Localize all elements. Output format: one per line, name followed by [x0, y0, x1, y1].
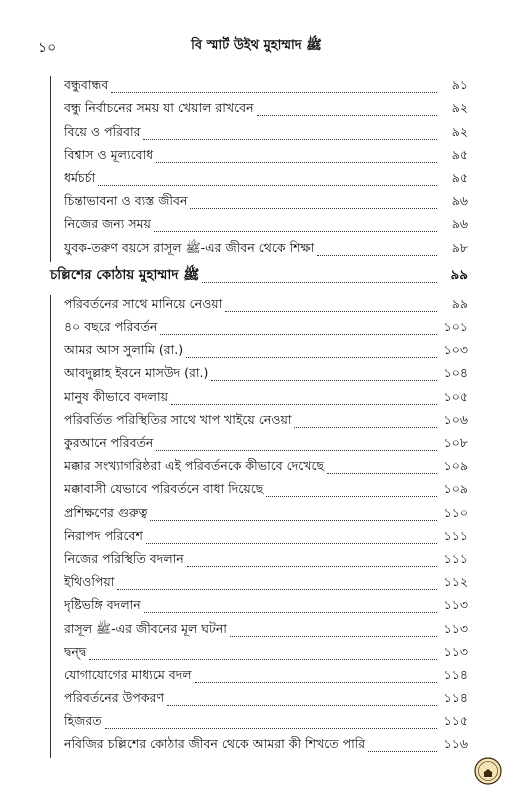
dot-leader	[156, 450, 437, 451]
page-number: ১০	[38, 40, 57, 56]
toc-entry-label: বিয়ে ও পরিবার	[64, 123, 141, 139]
toc-entry-label: পরিবর্তিত পরিস্থিতির সাথে খাপ খাইয়ে নেওয়া	[64, 411, 292, 427]
toc-row	[50, 316, 468, 339]
toc-row	[50, 478, 468, 501]
dot-leader	[146, 543, 437, 544]
toc-row	[50, 385, 468, 408]
toc-entry-label: মানুষ কীভাবে বদলায়	[64, 388, 168, 404]
toc-entry-label: মক্কাবাসী যেভাবে পরিবর্তনে বাধা দিয়েছে	[64, 481, 264, 497]
toc-page-number: ১১৩	[443, 597, 468, 613]
toc-entry-label: যুবক-তরুণ বয়সে রাসূল ﷺ-এর জীবন থেকে শিক্ষা	[64, 239, 315, 255]
toc-row	[50, 339, 468, 362]
dot-leader	[294, 427, 437, 428]
toc-entry-label: আবদুল্লাহ ইবনে মাসউদ (রা.)	[64, 365, 209, 381]
toc-entry-label: ইথিওপিয়া	[64, 574, 115, 590]
toc-page-number: ১০৩	[443, 342, 468, 358]
toc-chapter-row	[50, 264, 468, 287]
toc-entry-label: কুরআনে পরিবর্তন	[64, 435, 154, 450]
toc-page-number: ৯২	[451, 123, 468, 139]
toc-page-number: ৯৬	[451, 193, 468, 209]
toc-row	[50, 525, 468, 548]
toc-page-number: ১০৮	[443, 435, 468, 450]
dot-leader	[257, 115, 437, 116]
toc-row	[50, 144, 468, 167]
toc-page-number: ১০৯	[443, 458, 468, 474]
toc-row	[50, 293, 468, 316]
toc-page-number: ১১৩	[443, 643, 468, 659]
toc-entry-label: রাসূল ﷺ-এর জীবনের মূল ঘটনা	[64, 620, 227, 636]
table-of-contents	[50, 74, 468, 756]
dot-leader	[211, 380, 437, 381]
toc-page-number: ৯২	[451, 100, 468, 116]
toc-entry-label: হিজরত	[64, 713, 102, 729]
toc-row	[50, 167, 468, 190]
dot-leader	[89, 659, 437, 660]
toc-entry-label: ৪০ বছরে পরিবর্তন	[64, 319, 158, 335]
toc-row	[50, 710, 468, 733]
toc-row	[50, 120, 468, 143]
dot-leader	[195, 682, 437, 683]
dot-leader	[111, 92, 437, 93]
page-header	[0, 36, 513, 60]
toc-page-number: ১১১	[443, 550, 468, 566]
toc-entry-label: দ্বন্দ্ব	[64, 643, 87, 659]
publisher-logo-icon	[474, 757, 502, 785]
toc-page-number: ১১৪	[443, 690, 468, 706]
dot-leader	[317, 255, 437, 256]
toc-row	[50, 548, 468, 571]
dot-leader	[98, 185, 437, 186]
toc-entry-label: নিজের পরিস্থিতি বদলান	[64, 550, 184, 566]
toc-entry-label: চিন্তাভাবনা ও ব্যস্ত জীবন	[64, 193, 188, 209]
dot-leader	[160, 334, 437, 335]
toc-page-number: ১০৪	[443, 365, 468, 381]
dot-leader	[187, 566, 437, 567]
toc-entry-label: বিশ্বাস ও মূল্যবোধ	[64, 146, 154, 162]
dot-leader	[230, 636, 437, 637]
toc-row	[50, 617, 468, 640]
toc-row	[50, 74, 468, 97]
toc-entry-label: বন্ধুবান্ধব	[64, 77, 109, 93]
toc-page-number: ৯৯	[451, 295, 468, 311]
toc-page-number: ১১২	[443, 574, 468, 590]
toc-row	[50, 213, 468, 236]
toc-row	[50, 501, 468, 524]
toc-entry-label: নিজের জন্য সময়	[64, 216, 151, 232]
toc-entry-label: নবিজির চল্লিশের কোঠার জীবন থেকে আমরা কী শিখতে পারি	[64, 736, 366, 752]
toc-page-number: ১১৫	[443, 713, 468, 729]
toc-row	[50, 641, 468, 664]
toc-page-number: ১১৪	[443, 666, 468, 682]
toc-row	[50, 455, 468, 478]
dot-leader	[186, 357, 437, 358]
toc-row	[50, 687, 468, 710]
dot-leader	[167, 705, 437, 706]
toc-entry-label: দৃষ্টিভঙ্গি বদলান	[64, 597, 141, 613]
dot-leader	[225, 311, 437, 312]
dot-leader	[144, 612, 437, 613]
toc-page-number: ১০৯	[443, 481, 468, 497]
dot-leader	[154, 231, 437, 232]
toc-page-number: ৯৮	[451, 239, 468, 255]
toc-page-number: ৯৫	[451, 169, 468, 185]
toc-page-number: ১০৫	[443, 388, 468, 404]
running-title: বি স্মার্ট উইথ মুহাম্মাদ ﷺ	[191, 38, 322, 53]
toc-row	[50, 733, 468, 756]
dot-leader	[171, 404, 437, 405]
toc-entry-label: পরিবর্তনের সাথে মানিয়ে নেওয়া	[64, 295, 223, 311]
toc-page-number: ১০১	[443, 319, 468, 335]
toc-row	[50, 190, 468, 213]
toc-entry-label: নিরাপদ পরিবেশ	[64, 527, 143, 543]
toc-row	[50, 362, 468, 385]
toc-page-number: ১১৩	[443, 620, 468, 636]
dot-leader	[202, 282, 437, 283]
toc-entry-label: প্রশিক্ষণের গুরুত্ব	[64, 504, 148, 520]
dot-leader	[266, 496, 437, 497]
toc-entry-label: পরিবর্তনের উপকরণ	[64, 690, 165, 706]
toc-entry-label: মক্কার সংখ্যাগরিষ্ঠরা এই পরিবর্তনকে কীভাবে দেখেছে	[64, 458, 325, 474]
toc-entry-label: যোগাযোগের মাধ্যমে বদল	[64, 666, 192, 682]
dot-leader	[105, 728, 437, 729]
toc-page-number: ১০৬	[443, 411, 468, 427]
toc-entry-label: ধর্মচর্চা	[64, 169, 96, 185]
toc-row	[50, 594, 468, 617]
toc-entry-label: চল্লিশের কোঠায় মুহাম্মাদ ﷺ	[50, 266, 200, 283]
dot-leader	[117, 589, 437, 590]
toc-row	[50, 409, 468, 432]
toc-page-number: ১১৬	[443, 736, 468, 752]
toc-page-number: ১১১	[443, 527, 468, 543]
dot-leader	[150, 520, 437, 521]
toc-page-number: ৯৫	[451, 146, 468, 162]
toc-page-number: ৯১	[451, 77, 468, 93]
toc-page-number: ৯৯	[450, 266, 468, 283]
toc-entry-label: আমর আস সুলামি (রা.)	[64, 342, 184, 358]
toc-row	[50, 97, 468, 120]
toc-row	[50, 236, 468, 259]
toc-row	[50, 664, 468, 687]
toc-page-number: ৯৬	[451, 216, 468, 232]
dot-leader	[368, 751, 437, 752]
dot-leader	[143, 139, 437, 140]
dot-leader	[156, 162, 437, 163]
dot-leader	[327, 473, 437, 474]
dot-leader	[190, 208, 437, 209]
toc-row	[50, 571, 468, 594]
toc-page-number: ১১০	[443, 504, 468, 520]
toc-entry-label: বন্ধু নির্বাচনের সময় যা খেয়াল রাখবেন	[64, 100, 254, 116]
toc-row	[50, 432, 468, 455]
